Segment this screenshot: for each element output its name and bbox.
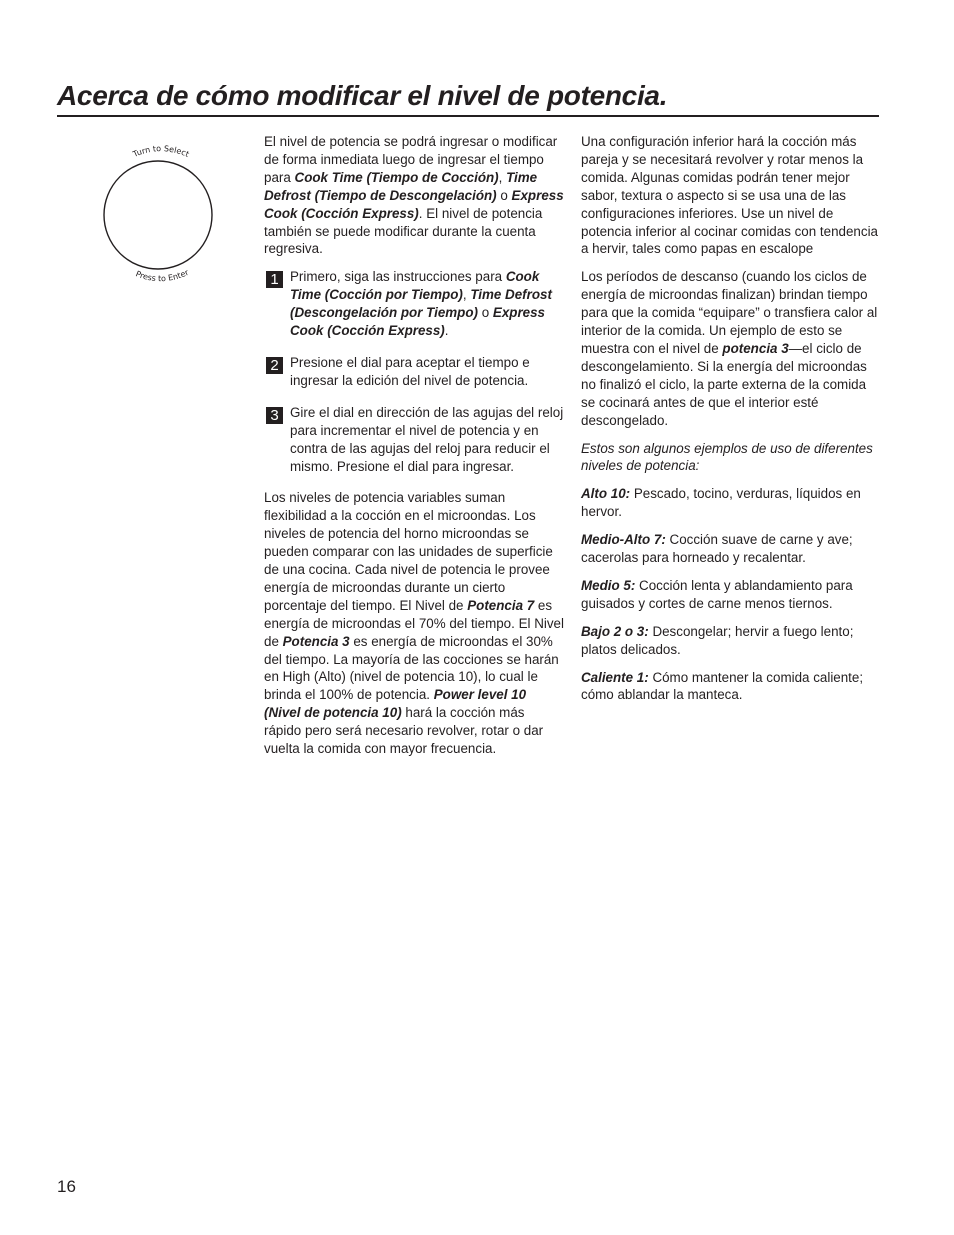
example-item [581,531,879,567]
right-column [581,133,879,714]
text-run: Primero, siga las instrucciones para [290,269,506,285]
text-run: , [462,287,471,303]
examples-list [581,485,879,704]
bold-term: Time Defrost (Descongelación por Tiempo) [290,287,552,321]
text-run: Presione el dial para aceptar el tiempo e ingresar la edición del nivel de potencia. [290,354,530,388]
bold-term: Potencia 7 [467,597,535,613]
text-run: . [444,323,449,339]
text-run: Gire el dial en dirección de las agujas del reloj para incrementar el nivel de potencia y en contra de las agujas del reloj para reducir el mismo. Presione el dial para ingresar. [290,404,564,474]
dial-top-label: Turn to Select [131,144,191,159]
bold-term: Express Cook (Cocción Express) [290,305,546,339]
example-item [581,577,879,613]
step-number: 1 [266,271,283,288]
example-item [581,485,879,521]
text-run: o [496,187,512,203]
text-run: El nivel de potencia se podrá ingresar o modificar de forma inmediata luego de ingresar el tiempo para [264,134,558,185]
text-run: o [478,305,493,321]
example-text: Descongelar; hervir a fuego lento; platos delicados. [581,623,854,657]
text-run: Los períodos de descanso (cuando los ciclos de energía de microondas finalizan) brindan tiempo para que la comida “equipare” o transfiera calor al interior de la comida. Un ejemplo de esto se muestra con el nivel de [581,269,878,356]
example-text: Pescado, tocino, verduras, líquidos en hervor. [581,486,861,520]
examples-intro: Estos son algunos ejemplos de uso de diferentes niveles de potencia: [581,440,873,474]
levels-paragraph [264,489,564,758]
bold-term: Cook Time (Tiempo de Cocción) [294,169,499,185]
step-item [264,404,564,476]
step-item [264,354,564,390]
text-run: . El nivel de potencia también se puede modificar durante la cuenta regresiva. [264,205,543,257]
example-item [581,623,879,659]
bold-term: Power level 10 (Nivel de potencia 10) [264,687,527,721]
text-run: es energía de microondas el 30% del tiempo. La mayoría de las cocciones se harán en High (Alto) (nivel de potencia 10), lo cual le brinda el 100% de potencia. [264,633,559,703]
bold-term: Express Cook (Cocción Express) [264,187,564,221]
example-label: Bajo 2 o 3: [581,623,649,639]
text-run: Los niveles de potencia variables suman flexibilidad a la cocción en el microondas. Los niveles de potencia del horno microondas se pueden comparar con las unidades de superficie de una cocina. Cada nivel de potencia le provee energía de microondas durante un cierto porcentaje del tiempo. El Nivel de [264,490,553,613]
bold-term: Time Defrost (Tiempo de Descongelación) [264,169,538,203]
text-run: , [498,169,507,185]
step-item [264,268,564,340]
example-text: Cocción suave de carne y ave; cacerolas para horneado y recalentar. [581,532,853,566]
bold-term: potencia 3 [722,340,789,356]
left-column [264,133,564,768]
bold-term: Cook Time (Cocción por Tiempo) [290,269,540,303]
title-rule [57,115,879,117]
steps-list [264,268,564,475]
example-label: Medio-Alto 7: [581,532,666,548]
example-label: Caliente 1: [581,669,649,685]
text-run: —el ciclo de descongelamiento. Si la energía del microondas no finalizó el ciclo, la parte externa de la comida se cocinará antes de que el interior esté descongelado. [581,340,867,428]
page-title: Acerca de cómo modificar el nivel de potencia. [57,80,668,111]
lower-setting-paragraph: Una configuración inferior hará la cocción más pareja y se necesitará revolver y rotar menos la comida. Algunas comidas podrán tener mejor sabor, textura o aspecto si se usa una de las configuraciones inferiores. Use un nivel de potencia inferior al cocinar comidas con tendencia a hervir, tales como papas en escalope [581,134,878,257]
step-number: 2 [266,357,283,374]
intro-paragraph [264,133,564,258]
example-text: Cocción lenta y ablandamiento para guisados y cortes de carne menos tiernos. [581,577,853,611]
bold-term: Potencia 3 [282,633,350,649]
dial-icon [92,136,232,296]
step-number: 3 [266,407,283,424]
text-run: hará la cocción más rápido pero será necesario revolver, rotar o dar vuelta la comida con mayor frecuencia. [264,705,544,757]
text-run: es energía de microondas el 70% del tiempo. El Nivel de [264,597,564,649]
rest-periods-paragraph [581,268,879,429]
dial-bottom-label: Press to Enter [134,267,191,284]
example-text: Cómo mantener la comida caliente; cómo ablandar la manteca. [581,669,864,703]
example-item [581,669,879,705]
example-label: Alto 10: [581,486,631,502]
example-label: Medio 5: [581,577,636,593]
page-number: 16 [57,1177,76,1196]
